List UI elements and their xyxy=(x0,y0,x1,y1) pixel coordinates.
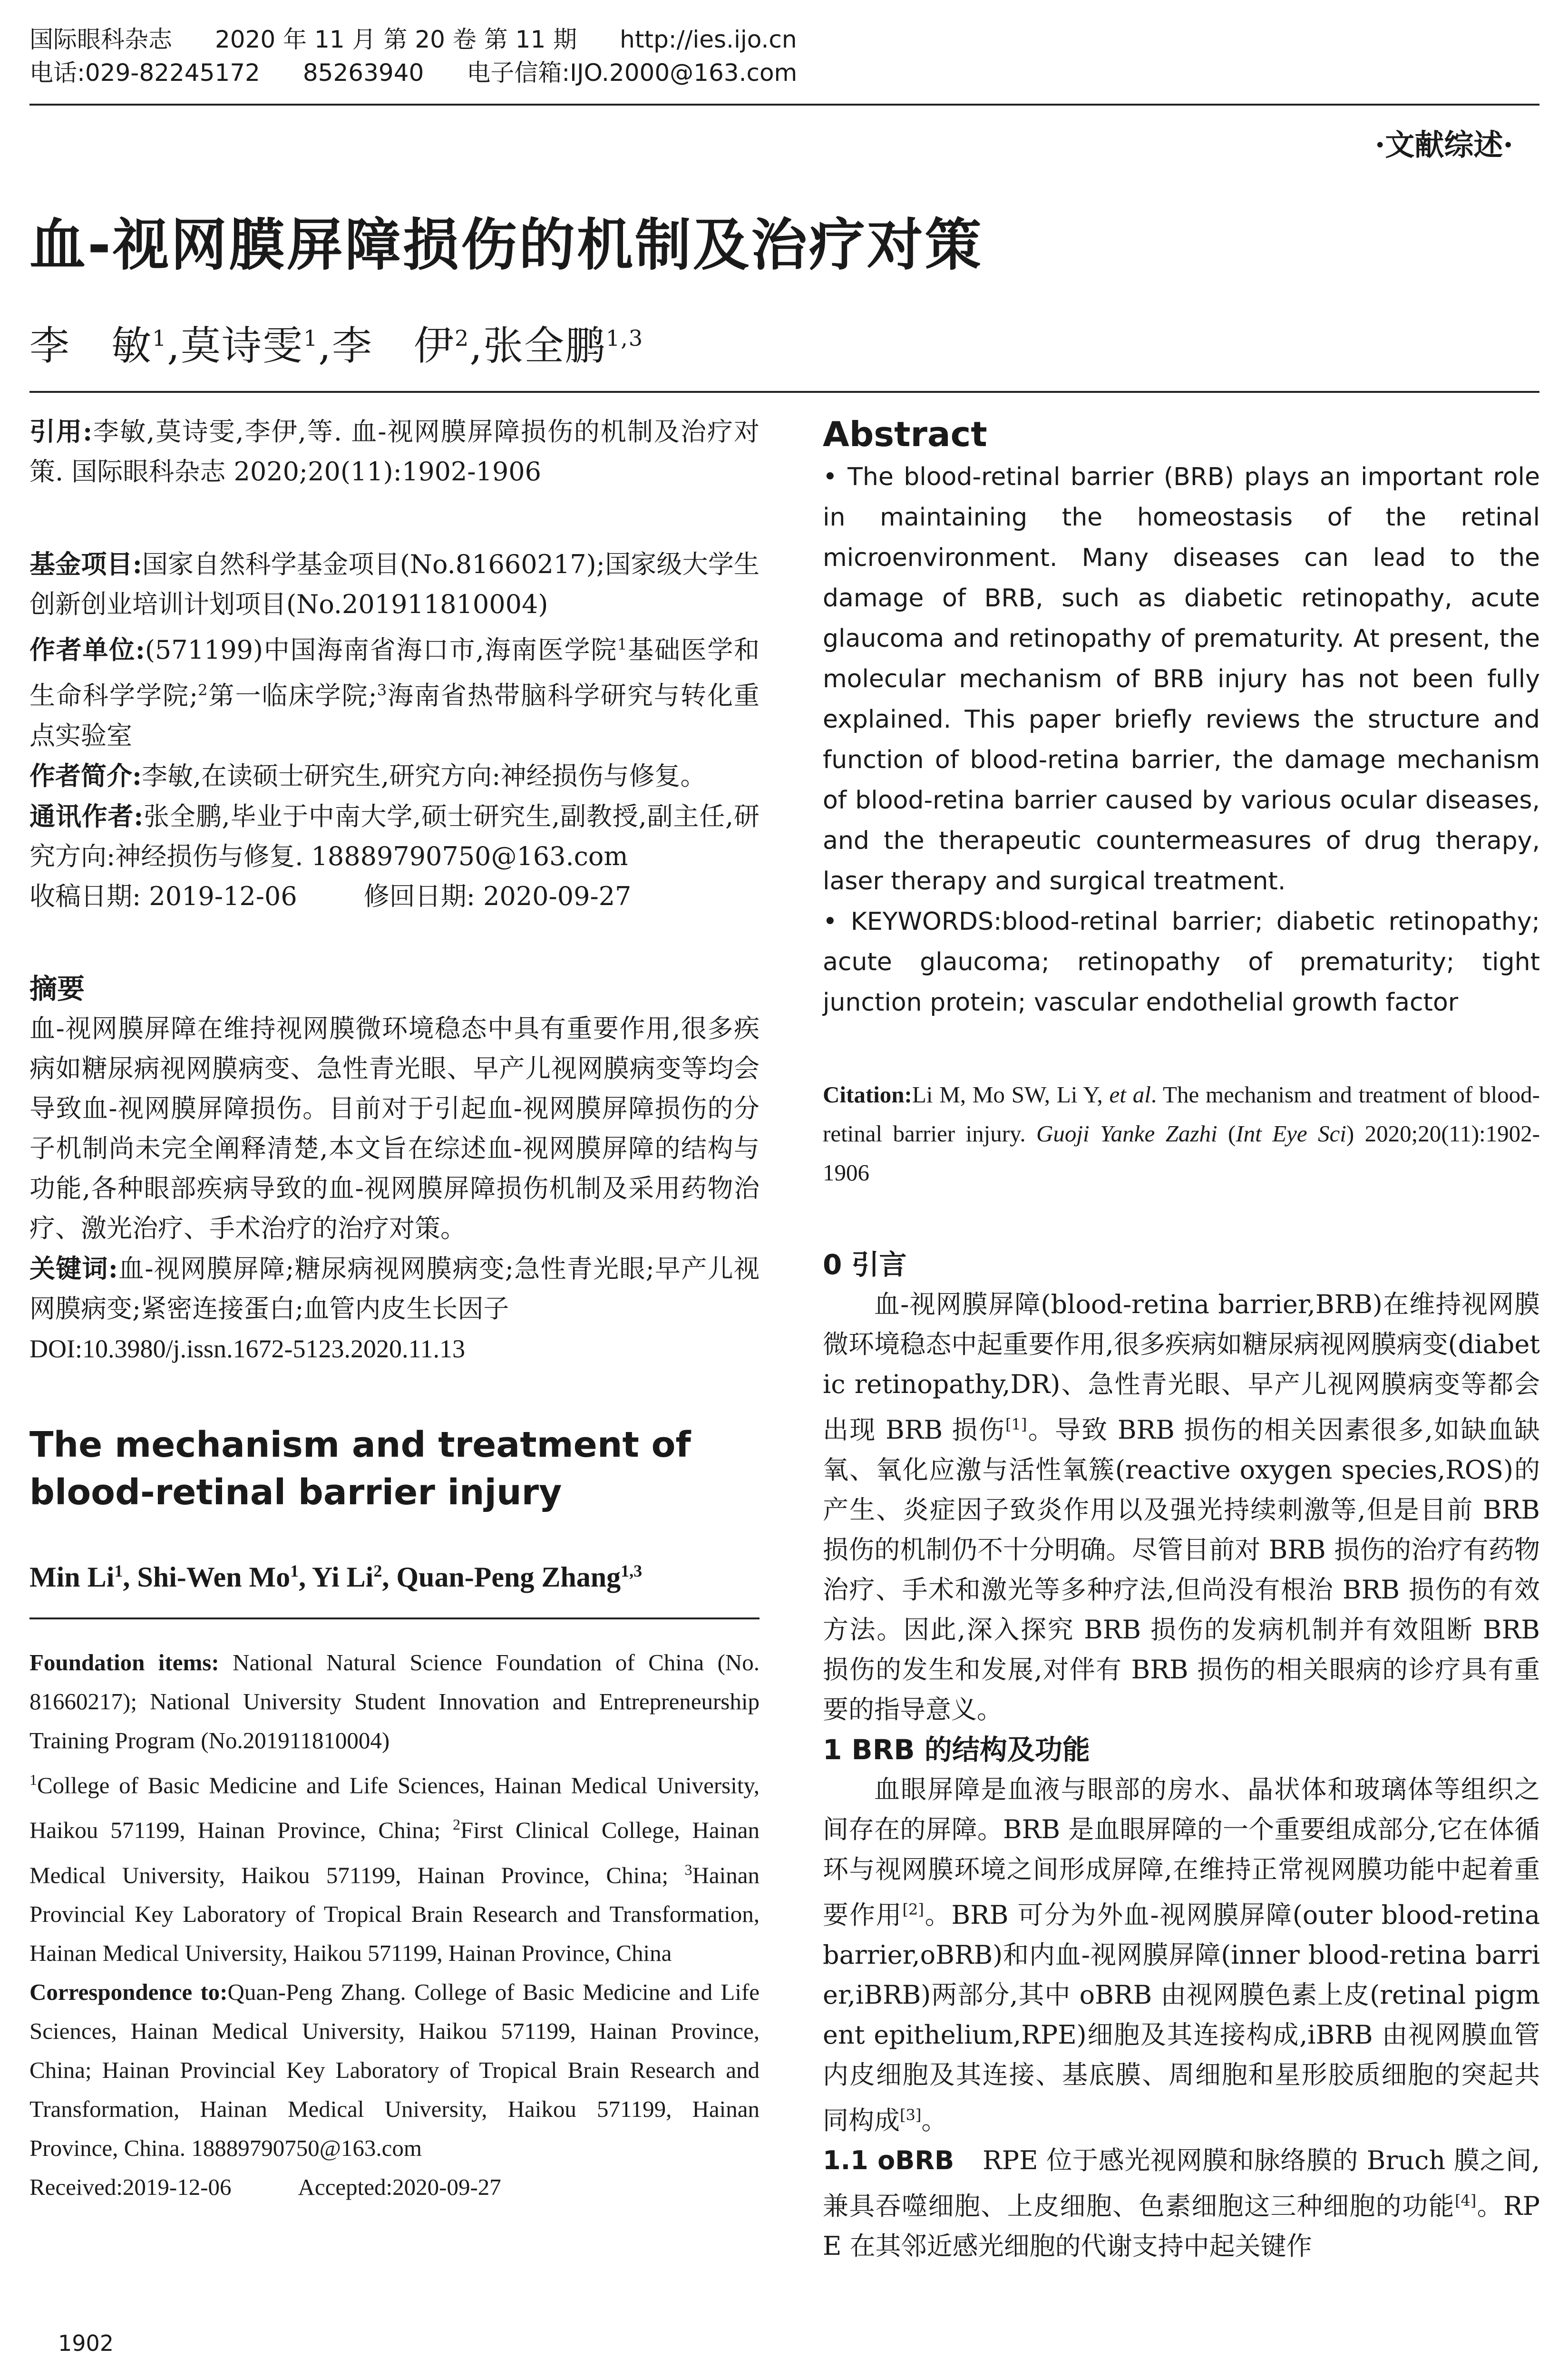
dates-cn xyxy=(29,877,760,916)
affiliation-mark: 2 xyxy=(455,325,470,351)
intro-paragraph xyxy=(823,1285,1540,1730)
author-name: 张全鹏 xyxy=(483,322,606,369)
journal-url[interactable]: http://ies.ijo.cn xyxy=(620,26,797,53)
author-bio xyxy=(29,756,760,796)
correspondence-en-label: Correspondence to: xyxy=(29,1978,228,2005)
affiliation-text: 第一临床学院; xyxy=(207,681,377,711)
citation-en xyxy=(823,1075,1540,1192)
citation-en-text: . The mechanism and treatment of blood-retinal barrier injury. xyxy=(823,1081,1540,1147)
affiliation-mark: 1 xyxy=(152,325,167,351)
foundation-label: Foundation items: xyxy=(29,1649,219,1676)
affiliation-cn: 作者单位:(571199)中国海南省海口市,海南医学院$^1$基础医学和生命科学学院;$^2$第一临床学院;$^3$海南省热带脑科学研究与转化重点实验室 xyxy=(29,634,760,750)
correspondence-en-text: Quan-Peng Zhang. College of Basic Medicine and Life Sciences, Hainan Medical University, Haikou 571199, Hainan Province, China; Hainan Provincial Key Laboratory of Tropical Brain Research and Transformation, Hainan Medical University, Haikou 571199, Hainan Province, China. 18889790750@163.com xyxy=(29,1978,760,2161)
affiliation-text: 海南省热带脑科学研究与转化重点实验室 xyxy=(29,681,760,750)
paragraph-text: 。BRB 可分为外血-视网膜屏障(outer blood-retina barrier,oBRB)和内血-视网膜屏障(inner blood-retina barrier,iBRB)两部分,其中 oBRB 由视网膜色素上皮(retinal pigment epithelium,RPE)细胞及其连接构成,iBRB 由视网膜血管内皮细胞及其连接、基底膜、周细胞和星形胶质细胞的突起共同构成 xyxy=(823,1900,1540,2135)
title-rule xyxy=(29,391,1539,393)
journal-name: 国际眼科杂志 xyxy=(29,26,172,53)
paragraph-text: 。导致 BRB 损伤的相关因素很多,如缺血缺氧、氧化应激与活性氧簇(reactive oxygen species,ROS)的产生、炎症因子致炎作用以及强光持续刺激等,但是目前 BRB 损伤的机制仍不十分明确。尽管目前对 BRB 损伤的治疗有药物治疗、手术和激光等多种疗法,但尚没有根治 BRB 损伤的有效方法。因此,深入探究 BRB 损伤的发病机制并有效阻断 BRB 损伤的发生和发展,对伴有 BRB 损伤的相关眼病的诊疗具有重要的指导意义。 xyxy=(823,1415,1540,1724)
english-authors: Min Li$^1$, Shi-Wen Mo$^1$, Yi Li$^2$, Quan-Peng Zhang$^{1,3}$ xyxy=(29,1561,643,1593)
abstract-heading-cn: 摘要 xyxy=(29,973,85,1005)
keywords-en: • KEYWORDS:blood-retinal barrier; diabetic retinopathy; acute glaucoma; retinopathy of prematurity; tight junction protein; vascular endothelial growth factor xyxy=(823,907,1540,1017)
doi[interactable]: DOI:10.3980/j.issn.1672-5123.2020.11.13 xyxy=(29,1335,465,1363)
paragraph-text: 。 xyxy=(921,2105,947,2135)
bio-text: 李敏,在读硕士研究生,研究方向:神经损伤与修复。 xyxy=(141,761,706,791)
keywords-label: 关键词: xyxy=(29,1253,118,1284)
accepted-en: Accepted:2020-09-27 xyxy=(298,2173,501,2200)
author-name-en: Min Li xyxy=(29,1561,115,1593)
funding-label: 基金项目: xyxy=(29,549,142,579)
abstract-heading-en: Abstract xyxy=(823,414,987,454)
citation-en-text: ) 2020;20(11):1902-1906 xyxy=(823,1120,1540,1186)
section-1-paragraph xyxy=(823,1770,1540,2141)
correspondence-label: 通讯作者: xyxy=(29,801,144,831)
section-heading-intro: 0 引言 xyxy=(823,1248,907,1281)
correspondence-en xyxy=(29,1973,760,2168)
dates-en xyxy=(29,2168,760,2207)
paragraph-text: RPE 位于感光视网膜和脉络膜的 Bruch 膜之间,兼具吞噬细胞、上皮细胞、色素细胞这三种细胞的功能 xyxy=(823,2145,1540,2221)
reference-mark[interactable]: [2] xyxy=(902,1900,924,1919)
affiliation-mark: 1 xyxy=(303,325,319,351)
foundation-text: National Natural Science Foundation of China (No. 81660217); National University Student Innovation and Entrepreneurship Training Program (No.201911810004) xyxy=(29,1649,760,1754)
citation-en-text: et al xyxy=(1109,1081,1151,1108)
section-tag: ·文献综述· xyxy=(1374,127,1513,162)
correspondence-cn xyxy=(29,796,760,877)
correspondence-text: 张全鹏,毕业于中南大学,硕士研究生,副教授,副主任,研究方向:神经损伤与修复. 18889790750@163.com xyxy=(29,801,760,871)
author-list: 李 敏$^1$,莫诗雯$^1$,李 伊$^2$,张全鹏$^{1,3}$ xyxy=(29,322,644,369)
paragraph-text: 血-视网膜屏障(blood-retina barrier,BRB)在维持视网膜微环境稳态中起重要作用,很多疾病如糖尿病视网膜病变(diabetic retinopathy,DR)、急性青光眼、早产儿视网膜病变等都会出现 BRB 损伤 xyxy=(823,1289,1540,1445)
issue-info: 2020 年 11 月 第 20 卷 第 11 期 xyxy=(215,26,577,53)
bio-label: 作者简介: xyxy=(29,760,142,791)
author-name-en: Quan-Peng Zhang xyxy=(396,1561,621,1593)
foundation-en xyxy=(29,1643,760,1760)
paragraph-text: 。RPE 在其邻近感光细胞的代谢支持中起关键作 xyxy=(823,2191,1540,2261)
affiliation-text: 基础医学和生命科学学院; xyxy=(29,635,760,711)
keywords-cn xyxy=(29,1248,760,1329)
phone-2: 85263940 xyxy=(302,59,424,87)
paragraph-text: 血眼屏障是血液与眼部的房水、晶状体和玻璃体等组织之间存在的屏障。BRB 是血眼屏障的一个重要组成部分,它在体循环与视网膜环境之间形成屏障,在维持正常视网膜功能中起着重要作用 xyxy=(823,1774,1540,1930)
right-column xyxy=(823,411,1540,2266)
left-column xyxy=(29,411,760,2207)
abstract-text-cn: 血-视网膜屏障在维持视网膜微环境稳态中具有重要作用,很多疾病如糖尿病视网膜病变、急性青光眼、早产儿视网膜病变等均会导致血-视网膜屏障损伤。目前对于引起血-视网膜屏障损伤的分子机制尚未完全阐释清楚,本文旨在综述血-视网膜屏障的结构与功能,各种眼部疾病导致的血-视网膜屏障损伤机制及采用药物治疗、激光治疗、手术治疗的治疗对策。 xyxy=(29,1013,760,1243)
received-date: 收稿日期: 2019-12-06 xyxy=(29,881,297,911)
affiliation-en-text: First Clinical College, Hainan Medical University, Haikou 571199, Hainan Province, China; xyxy=(29,1817,760,1888)
revised-date: 修回日期: 2020-09-27 xyxy=(363,881,632,911)
section-heading-1: 1 BRB 的结构及功能 xyxy=(823,1734,1090,1766)
header-rule xyxy=(29,104,1539,106)
citation-label: 引用: xyxy=(29,416,92,447)
affiliation-label: 作者单位: xyxy=(29,634,145,665)
citation-journal: Guoji Yanke Zazhi xyxy=(1036,1120,1217,1147)
funding xyxy=(29,544,760,624)
phone: 电话:029-82245172 xyxy=(29,59,260,87)
section-heading-1-1: 1.1 oBRB xyxy=(823,2145,954,2175)
email[interactable]: 电子信箱:IJO.2000@163.com xyxy=(467,59,798,87)
author-name: 李 伊 xyxy=(332,322,455,369)
reference-mark[interactable]: [4] xyxy=(1454,2192,1477,2210)
affiliation-en-text: College of Basic Medicine and Life Sciences, Hainan Medical University, Haikou 571199, Hainan Province, China; xyxy=(29,1772,760,1843)
author-name: 莫诗雯 xyxy=(181,322,304,369)
divider xyxy=(29,1617,760,1619)
received-en: Received:2019-12-06 xyxy=(29,2173,232,2200)
author-name-en: Shi-Wen Mo xyxy=(137,1561,291,1593)
affiliation-text: (571199)中国海南省海口市,海南医学院 xyxy=(145,635,618,665)
citation-cn xyxy=(29,411,760,492)
author-name-en: Yi Li xyxy=(312,1561,374,1593)
citation-text: 李敏,莫诗雯,李伊,等. 血-视网膜屏障损伤的机制及治疗对策. 国际眼科杂志 2020;20(11):1902-1906 xyxy=(29,417,760,487)
citation-journal-abbr: Int Eye Sci xyxy=(1236,1120,1346,1147)
affiliation-en-text: Hainan Provincial Key Laboratory of Tropical Brain Research and Transformation, Hainan Medical University, Haikou 571199, Hainan Province, China xyxy=(29,1861,760,1966)
author-name: 李 敏 xyxy=(29,322,153,369)
affiliation-mark: 1,3 xyxy=(606,325,644,351)
page-number: 1902 xyxy=(58,2330,114,2356)
citation-en-text: ( xyxy=(1217,1120,1236,1147)
affiliation-en: $^1$College of Basic Medicine and Life Sciences, Hainan Medical University, Haikou 571199, Hainan Province, China; $^2$First Clinical College, Hainan Medical University, Haikou 571199, Hainan Province, China; $^3$Hainan Provincial Key Laboratory of Tropical Brain Research and Transformation, Hainan Medical University, Haikou 571199, Hainan Province, China xyxy=(29,1771,760,1966)
reference-mark[interactable]: [1] xyxy=(1005,1415,1027,1433)
section-1-1-paragraph xyxy=(823,2141,1540,2266)
funding-text: 国家自然科学基金项目(No.81660217);国家级大学生创新创业培训计划项目(No.201911810004) xyxy=(29,549,760,619)
english-title: The mechanism and treatment of blood-retinal barrier injury xyxy=(29,1424,691,1513)
article-title: 血-视网膜屏障损伤的机制及治疗对策 xyxy=(29,212,983,278)
running-header xyxy=(29,23,1539,89)
keywords-text: 血-视网膜屏障;糖尿病视网膜病变;急性青光眼;早产儿视网膜病变;紧密连接蛋白;血管内皮生长因子 xyxy=(29,1254,760,1324)
citation-en-label: Citation: xyxy=(823,1081,912,1108)
reference-mark[interactable]: [3] xyxy=(900,2106,922,2124)
abstract-text-en: • The blood-retinal barrier (BRB) plays an important role in maintaining the homeostasis of the retinal microenvironment. Many diseases can lead to the damage of BRB, such as diabetic retinopathy, acute glaucoma and retinopathy of prematurity. At present, the molecular mechanism of BRB injury has not been fully explained. This paper briefly reviews the structure and function of blood-retina barrier, the damage mechanism of blood-retina barrier caused by various ocular diseases, and the therapeutic countermeasures of drug therapy, laser therapy and surgical treatment. xyxy=(823,463,1540,896)
citation-en-text: Li M, Mo SW, Li Y, xyxy=(912,1081,1110,1108)
